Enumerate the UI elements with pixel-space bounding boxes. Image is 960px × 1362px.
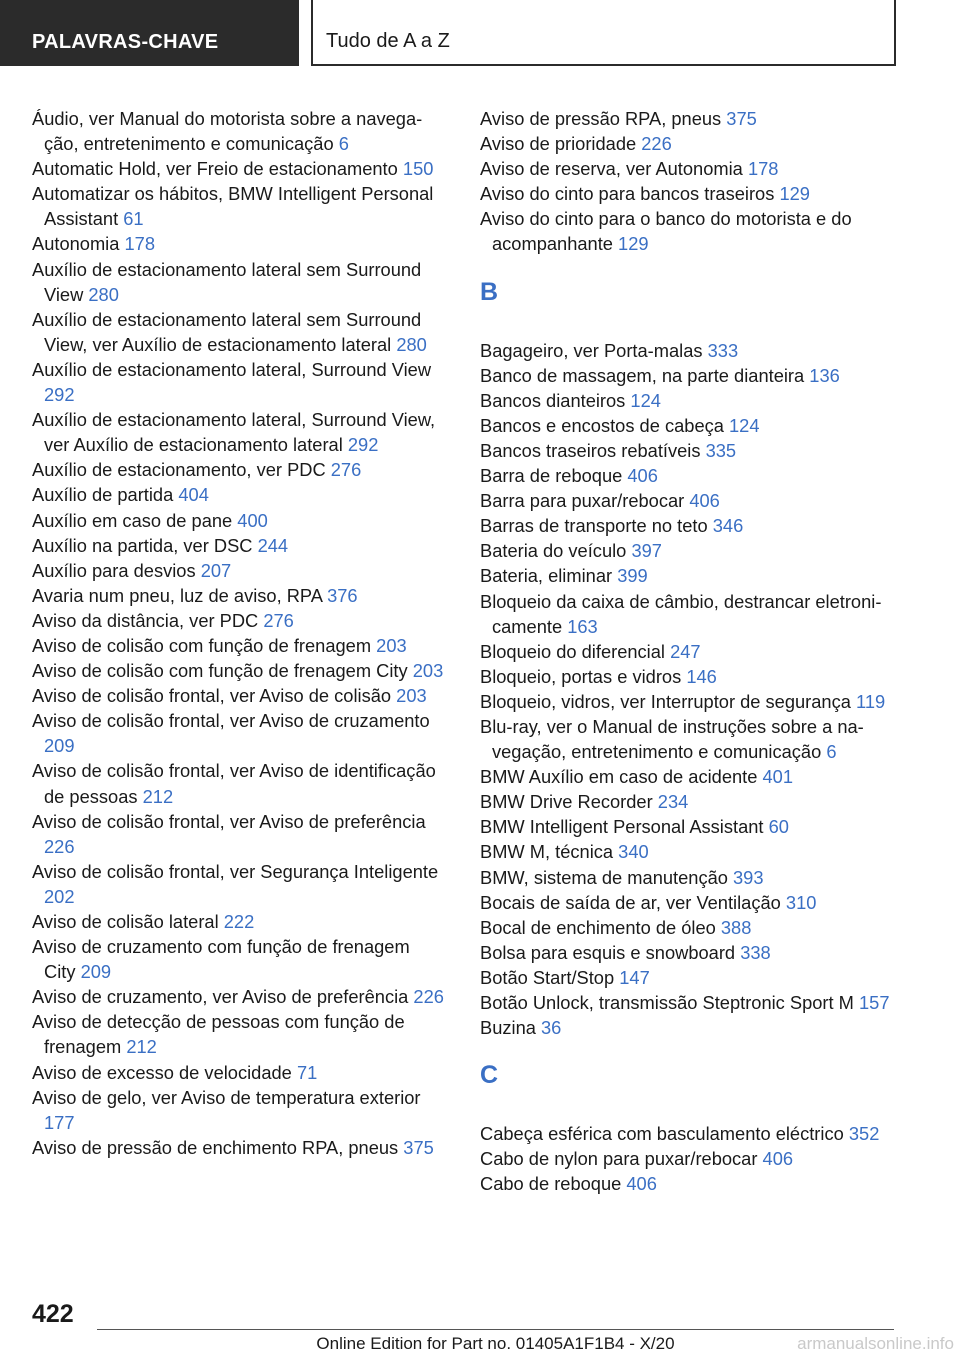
watermark: armanualsonline.info: [797, 1334, 954, 1353]
entry-text: Barra para puxar/rebocar: [480, 490, 685, 512]
page-reference-link[interactable]: 146: [686, 665, 717, 687]
entry-text: Aviso de reserva, ver Autonomia: [480, 158, 743, 180]
entry-text: Cabo de reboque: [480, 1173, 622, 1195]
entry-text: Aviso do cinto para o banco do motorista e do acompanhante: [480, 208, 852, 255]
page-reference-link[interactable]: 60: [768, 816, 789, 838]
index-entry: [32, 583, 444, 608]
page-reference-link[interactable]: 119: [856, 690, 886, 712]
entry-text: Aviso de detecção de pessoas com função de frenagem: [32, 1011, 405, 1058]
index-entry: [32, 758, 444, 808]
index-entry: [480, 1015, 900, 1040]
entry-text: Blu-ray, ver o Manual de instruções sobre a navegação, entretenimento e comunicação: [480, 715, 864, 763]
entry-text: Bloqueio do diferencial: [480, 640, 665, 662]
page-reference-link[interactable]: 124: [729, 414, 760, 436]
entry-text: Áudio, ver Manual do motorista sobre a navegação, entretenimento e comunicação: [32, 108, 423, 155]
index-entry: [480, 915, 900, 940]
index-entry: [480, 865, 900, 890]
index-entry: [32, 407, 444, 457]
entry-text: Aviso de colisão lateral: [32, 911, 219, 932]
page-reference-link[interactable]: 147: [619, 966, 650, 988]
index-letter-c: C: [480, 1061, 499, 1090]
index-entry: [32, 1085, 444, 1135]
index-entry: [32, 106, 444, 156]
edition-note: Online Edition for Part no. 01405A1F1B4 - X/20: [316, 1334, 675, 1353]
entry-text: BMW Auxílio em caso de acidente: [480, 766, 758, 788]
entry-text: Auxílio em caso de pane: [32, 509, 233, 531]
entry-text: Aviso de colisão frontal, ver Segurança Inteligente: [32, 860, 439, 882]
index-entry: [480, 106, 900, 131]
page-reference-link[interactable]: 203: [376, 634, 407, 656]
entry-text: Auxílio de estacionamento lateral, Surround View: [32, 358, 432, 380]
entry-text: Aviso de excesso de velocidade: [32, 1061, 292, 1083]
entry-text: Cabo de nylon para puxar/rebocar: [480, 1148, 758, 1170]
entry-text: Automatic Hold, ver Freio de estacionamento: [32, 158, 398, 180]
entry-text: Aviso de pressão RPA, pneus: [480, 108, 722, 129]
index-entry: [32, 1009, 444, 1059]
page-reference-link[interactable]: 129: [618, 233, 649, 255]
page-reference-link[interactable]: 404: [178, 484, 209, 506]
page-reference-link[interactable]: 157: [859, 992, 890, 1013]
page-reference-link[interactable]: 406: [689, 490, 720, 512]
page-reference-link[interactable]: 203: [412, 660, 444, 682]
index-entry: [480, 488, 900, 513]
entry-text: Banco de massagem, na parte dianteira: [480, 364, 805, 386]
page-reference-link[interactable]: 276: [330, 459, 362, 481]
index-entry: [480, 664, 900, 689]
index-entry: [480, 764, 900, 789]
entry-text: Aviso de colisão frontal, ver Aviso de colisão: [32, 685, 392, 707]
index-entry: [480, 156, 900, 181]
page-reference-link[interactable]: 71: [296, 1061, 318, 1083]
index-entry: [32, 508, 444, 533]
page-reference-link[interactable]: 178: [747, 158, 779, 180]
index-entry: [480, 438, 900, 463]
index-group-c: [480, 1121, 900, 1196]
index-entry: [32, 156, 444, 181]
entry-text: Botão Unlock, transmissão Steptronic Sport M: [480, 992, 854, 1013]
page-reference-link[interactable]: 375: [403, 1136, 434, 1158]
page-reference-link[interactable]: 406: [626, 1173, 657, 1195]
index-letter-b: B: [480, 277, 499, 306]
entry-text: Auxílio de estacionamento lateral, Surround View, ver Auxílio de estacionamento lateral: [32, 409, 436, 456]
entry-text: Bloqueio, portas e vidros: [480, 665, 682, 687]
page-reference-link[interactable]: 352: [848, 1123, 880, 1145]
index-entry: [480, 714, 900, 764]
index-entry: [480, 639, 900, 664]
index-entry: [480, 890, 900, 915]
entry-text: Aviso da distância, ver PDC: [32, 609, 259, 631]
page-reference-link[interactable]: 136: [809, 364, 840, 386]
page-reference-link[interactable]: 150: [402, 158, 434, 180]
page-reference-link[interactable]: 333: [707, 339, 739, 361]
index-entry: [480, 689, 900, 714]
index-entry: [480, 181, 900, 206]
entry-text: Barras de transporte no teto: [480, 515, 708, 537]
entry-text: Aviso de colisão com função de frenagem City: [32, 660, 408, 682]
index-group-a-continued: [480, 106, 900, 257]
page-reference-link[interactable]: 401: [762, 766, 794, 788]
page-reference-link[interactable]: 292: [347, 434, 379, 456]
index-entry: [480, 1121, 900, 1146]
page-reference-link[interactable]: 376: [327, 584, 358, 606]
page-reference-link[interactable]: 226: [641, 133, 672, 155]
index-entry: [32, 708, 444, 758]
page-reference-link[interactable]: 177: [44, 1111, 75, 1133]
page-reference-link[interactable]: 209: [44, 735, 75, 757]
page-reference-link[interactable]: 124: [630, 389, 661, 411]
index-entry: [32, 1135, 444, 1160]
entry-text: Aviso de prioridade: [480, 133, 637, 155]
page-reference-link[interactable]: 292: [44, 384, 75, 406]
index-entry: [32, 658, 444, 683]
index-entry: [480, 131, 900, 156]
index-entry: [32, 533, 444, 558]
entry-text: Bloqueio, vidros, ver Interruptor de segurança: [480, 690, 851, 712]
index-entry: [480, 814, 900, 839]
page-reference-link[interactable]: 400: [237, 509, 268, 531]
page-reference-link[interactable]: 346: [712, 515, 744, 537]
page-reference-link[interactable]: 202: [44, 885, 75, 907]
page-reference-link[interactable]: 406: [627, 465, 658, 487]
entry-text: Bocais de saída de ar, ver Ventilação: [480, 891, 781, 913]
index-entry: [32, 181, 444, 231]
entry-text: BMW, sistema de manutenção: [480, 866, 728, 888]
entry-text: Aviso de colisão com função de frenagem: [32, 634, 372, 656]
entry-text: Bateria, eliminar: [480, 565, 613, 587]
page-reference-link[interactable]: 399: [617, 565, 648, 587]
page-reference-link[interactable]: 203: [396, 685, 427, 707]
entry-text: Bateria do veículo: [480, 540, 627, 562]
entry-text: Auxílio de partida: [32, 484, 174, 506]
index-entry: [32, 231, 444, 256]
index-entry: [32, 608, 444, 633]
index-entry: [32, 809, 444, 859]
index-entry: [480, 789, 900, 814]
page-reference-link[interactable]: 310: [785, 891, 817, 913]
entry-text: Aviso de colisão frontal, ver Aviso de preferência: [32, 810, 426, 832]
entry-text: Bancos traseiros rebatíveis: [480, 439, 701, 461]
index-entry: [480, 363, 900, 388]
page-reference-link[interactable]: 6: [338, 133, 349, 155]
footer-divider: [97, 1329, 894, 1330]
index-entry: [480, 206, 900, 256]
index-entry: [480, 388, 900, 413]
index-column-right: [480, 106, 900, 1196]
entry-text: Aviso de gelo, ver Aviso de temperatura exterior: [32, 1086, 421, 1108]
entry-text: Barra de reboque: [480, 465, 623, 487]
page-reference-link[interactable]: 6: [826, 741, 837, 763]
index-entry: [32, 984, 444, 1009]
entry-text: Aviso de cruzamento com função de frenagem City: [32, 936, 410, 983]
entry-text: Bagageiro, ver Porta-malas: [480, 339, 703, 361]
entry-text: Autonomia: [32, 233, 120, 255]
index-entry: [32, 1060, 444, 1085]
page-reference-link[interactable]: 375: [726, 108, 757, 129]
entry-text: Aviso de pressão de enchimento RPA, pneus: [32, 1136, 399, 1158]
page-reference-link[interactable]: 340: [618, 841, 649, 863]
page-reference-link[interactable]: 226: [44, 835, 75, 857]
index-entry: [480, 965, 900, 990]
index-entry: [32, 482, 444, 507]
entry-text: Auxílio para desvios: [32, 559, 196, 581]
entry-text: Aviso de colisão frontal, ver Aviso de cruzamento: [32, 710, 430, 732]
entry-text: BMW Drive Recorder: [480, 791, 653, 813]
page-reference-link[interactable]: 209: [80, 961, 112, 983]
index-column-left: [32, 106, 444, 1160]
page-number: 422: [32, 1300, 74, 1328]
index-entry: [480, 563, 900, 588]
index-entry: [480, 513, 900, 538]
index-entry: [32, 357, 444, 407]
page-reference-link[interactable]: 61: [123, 208, 144, 230]
index-entry: [32, 257, 444, 307]
index-entry: [480, 589, 900, 639]
page-reference-link[interactable]: 388: [720, 916, 752, 938]
entry-text: Avaria num pneu, luz de aviso, RPA: [32, 584, 322, 606]
index-entry: [480, 413, 900, 438]
index-entry: [480, 338, 900, 363]
index-entry: [480, 839, 900, 864]
entry-text: Auxílio de estacionamento, ver PDC: [32, 459, 326, 481]
entry-text: Bolsa para esquis e snowboard: [480, 941, 736, 963]
entry-text: Bocal de enchimento de óleo: [480, 916, 716, 938]
page-reference-link[interactable]: 338: [740, 941, 771, 963]
entry-text: Aviso de colisão frontal, ver Aviso de identificação de pessoas: [32, 760, 436, 807]
chapter-tab: PALAVRAS-CHAVE: [0, 0, 299, 66]
index-entry: [32, 307, 444, 357]
entry-text: Buzina: [480, 1017, 536, 1039]
index-entry: [32, 859, 444, 909]
index-entry: [32, 934, 444, 984]
page-header: [0, 0, 960, 66]
page-reference-link[interactable]: 212: [142, 785, 174, 807]
index-entry: [480, 1146, 900, 1171]
entry-text: Auxílio de estacionamento lateral sem Surround View, ver Auxílio de estacionamento lateral: [32, 308, 422, 355]
index-entry: [32, 683, 444, 708]
page-reference-link[interactable]: 178: [124, 233, 156, 255]
entry-text: BMW M, técnica: [480, 841, 614, 863]
page-reference-link[interactable]: 276: [263, 609, 294, 631]
page-reference-link[interactable]: 397: [631, 540, 662, 562]
index-entry: [32, 457, 444, 482]
entry-text: Automatizar os hábitos, BMW Intelligent Personal Assistant: [32, 183, 434, 230]
page-reference-link[interactable]: 129: [779, 183, 810, 205]
entry-text: Aviso de cruzamento, ver Aviso de preferência: [32, 986, 409, 1008]
page-reference-link[interactable]: 393: [733, 866, 764, 888]
index-entry: [480, 1171, 900, 1196]
page-reference-link[interactable]: 280: [88, 283, 119, 305]
page-reference-link[interactable]: 280: [396, 333, 427, 355]
index-entry: [480, 463, 900, 488]
entry-text: Bloqueio da caixa de câmbio, destrancar eletronicamente: [480, 590, 882, 637]
page-reference-link[interactable]: 163: [567, 615, 598, 637]
page-reference-link[interactable]: 247: [670, 640, 701, 662]
entry-text: Aviso do cinto para bancos traseiros: [480, 183, 775, 205]
entry-text: BMW Intelligent Personal Assistant: [480, 816, 764, 838]
index-entry: [480, 538, 900, 563]
page-reference-link[interactable]: 335: [705, 439, 737, 461]
index-entry: [32, 558, 444, 583]
section-title: Tudo de A a Z: [311, 0, 896, 66]
index-entry: [32, 633, 444, 658]
index-group-b: [480, 338, 900, 1041]
page-reference-link[interactable]: 406: [762, 1148, 794, 1170]
entry-text: Bancos e encostos de cabeça: [480, 414, 724, 436]
entry-text: Bancos dianteiros: [480, 389, 626, 411]
entry-text: Cabeça esférica com basculamento eléctrico: [480, 1123, 844, 1145]
index-entry: [480, 940, 900, 965]
page-reference-link[interactable]: 212: [126, 1036, 157, 1058]
entry-text: Auxílio de estacionamento lateral sem Surround View: [32, 258, 422, 305]
entry-text: Botão Start/Stop: [480, 966, 615, 988]
index-entry: [480, 990, 900, 1015]
page-reference-link[interactable]: 222: [223, 911, 255, 932]
index-entry: [32, 909, 444, 934]
page-reference-link[interactable]: 244: [257, 534, 289, 556]
page-reference-link[interactable]: 207: [200, 559, 232, 581]
page-reference-link[interactable]: 36: [541, 1017, 562, 1039]
page-reference-link[interactable]: 226: [413, 986, 444, 1008]
entry-text: Auxílio na partida, ver DSC: [32, 534, 253, 556]
page-reference-link[interactable]: 234: [657, 791, 689, 813]
